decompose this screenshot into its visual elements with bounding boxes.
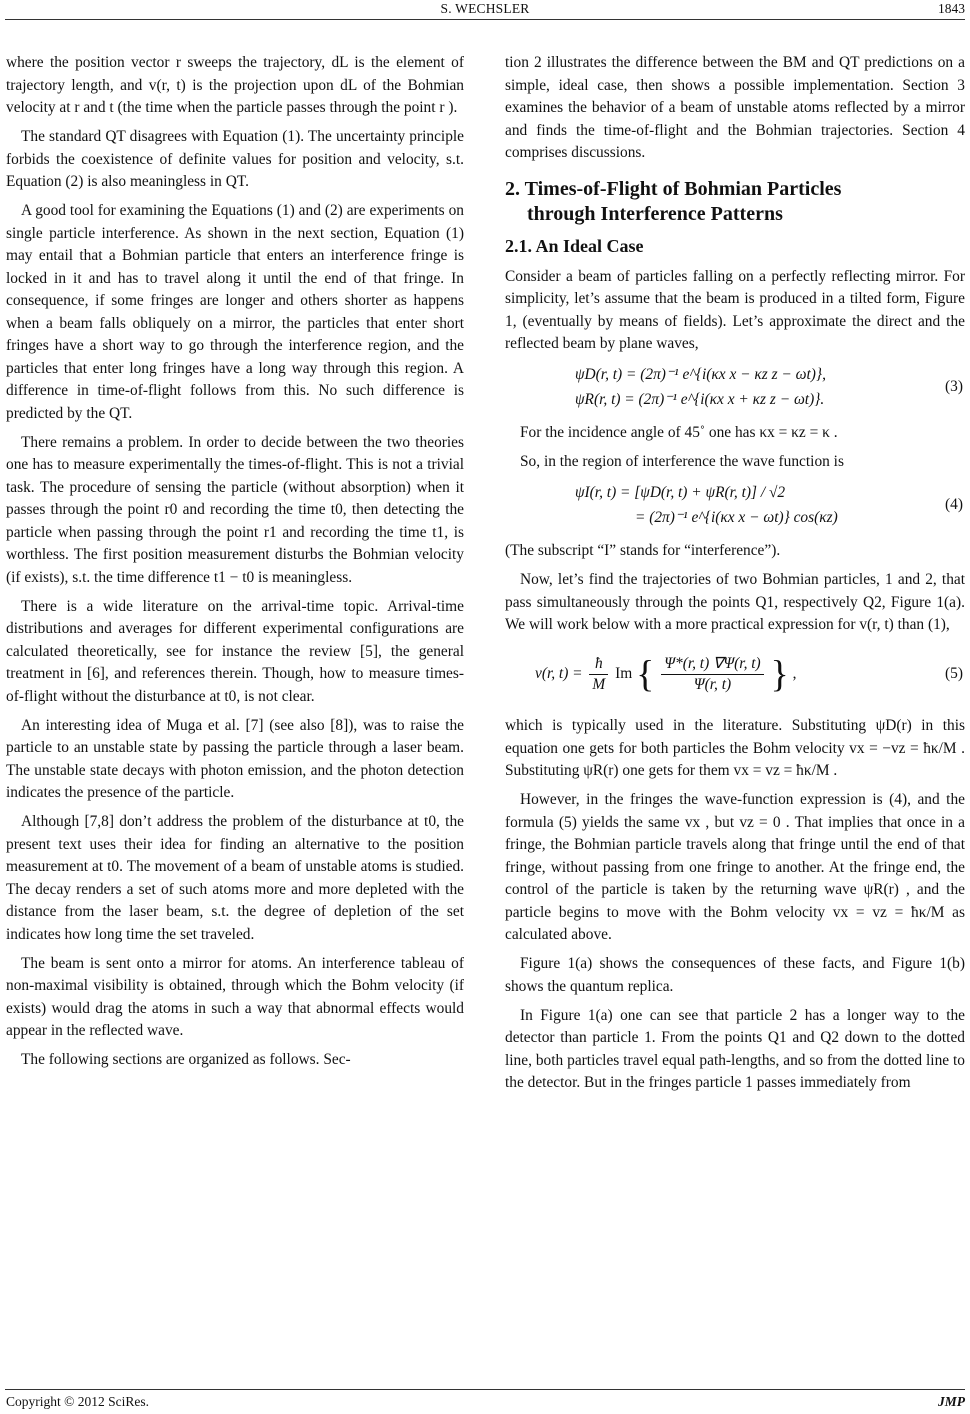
section-heading-line1: 2. Times-of-Flight of Bohmian Particles [505,177,842,200]
paragraph: Although [7,8] don’t address the problem of the disturbance at t0, the present text uses their idea for finding an alternative to the position measurement at t0. The movement of a beam of unstable atoms is studied. The decay renders a set of such atoms more and more depleted with the distance from the laser beam, s.t. the degree of depletion of the set indicates how long time the set traveled. [6,813,464,943]
page-number: 1843 [938,1,965,16]
paragraph: which is typically used in the literature. Substituting ψD(r) in this equation one gets for both particles the Bohm velocity vx = −vz = ħκ/M . Substituting ψR(r) one gets for them vx = vz = ħκ/M . [505,717,965,779]
equation-5-lhs: v(r, t) = [535,665,587,682]
equation-4 [505,480,965,530]
equation-5-denominator: Ψ(r, t) [693,675,732,693]
paragraph: A good tool for examining the Equations (1) and (2) are experiments on single particle interference. As shown in the next section, Equation (1) may entail that a Bohmian particle that enters an interference fringe is locked in it and has to travel along it until the end of that fringe. In consequence, if some fringes are longer and others shorter as happens when a beam falls obliquely on a mirror, the particles that enter short fringes have a short way to go through the interference region, and the particles that enter long fringes have a long way through this region. A difference in time-of-flight follows from this. No such difference is predicted by the QT. [6,202,464,422]
equation-5-numerator: Ψ*(r, t) ∇Ψ(r, t) [661,654,764,675]
header-rule [5,19,965,20]
paragraph: Consider a beam of particles falling on a perfectly reflecting mirror. For simplicity, let’s assume that the beam is produced in a tilted form, Figure 1, (eventually by means of fields). Let’s approximate the direct and the reflected beam by plane waves, [505,267,965,352]
paragraph: The beam is sent onto a mirror for atoms. An interference tableau of non-maximal visibility is obtained, through which the Bohm velocity (if exists) would drag the atoms in such a way that abnormal effects would appear in the reflected wave. [6,954,464,1039]
paragraph: In Figure 1(a) one can see that particle 2 has a longer way to the detector than particle 1. From the points Q1 and Q2 down to the dotted line, both particles travel equal path-lengths, and so from the dotted line to the detector. But in the fringes particle 1 passes immediately from [505,1006,965,1091]
equation-number: (5) [945,664,963,682]
equation-5-hbar-over-m [589,654,608,695]
section-heading-line2: through Interference Patterns [527,202,783,225]
equation-5-im: Im [615,665,633,682]
equation-4-row-2: = (2π)⁻¹ e^{i(κx x − ωt)} cos(κz) [635,509,838,526]
equation-number: (4) [945,495,963,513]
running-header-author: S. WECHSLER [440,1,530,16]
right-column [505,52,965,1101]
footer-rule [5,1389,965,1390]
copyright: Copyright © 2012 SciRes. [6,1394,150,1409]
equation-5-fraction [661,654,764,695]
paragraph: However, in the fringes the wave-function expression is (4), and the formula (5) yields the same vx , but vz = 0 . That implies that once in a fringe, the Bohmian particle travels along that fringe until the end of that fringe, without passing from one fringe to another. At the fringe end, the control of the particle is taken by the returning wave ψR(r) , and the particle begins to move with the Bohm velocity vx = vz = ħκ/M as calculated above. [505,791,965,943]
paragraph: The following sections are organized as follows. Sec- [21,1051,351,1068]
equation-3-row-2: ψR(r, t) = (2π)⁻¹ e^{i(κx x + κz z − ωt)}. [575,391,825,408]
left-brace: { [636,653,655,696]
paragraph: There remains a problem. In order to decide between the two theories one has to measure experimentally the times-of-flight. This is not a trivial task. The procedure of sensing the particle (without absorption) when it passes through the point r0 and recording the time t0, then detecting the particle when passing through the point r1 and recording the time t1, is worthless. The first position measurement disturbs the Bohmian velocity (if exists), s.t. the time difference t1 − t0 is meaningless. [6,433,464,586]
journal-abbrev: JMP [938,1394,965,1409]
equation-4-row-1: ψI(r, t) = [ψD(r, t) + ψR(r, t)] / √2 [575,484,786,501]
equation-3-row-1: ψD(r, t) = (2π)⁻¹ e^{i(κx x − κz z − ωt)}, [575,366,826,383]
paragraph: where the position vector r sweeps the trajectory, dL is the element of trajectory length, and v(r, t) is the projection upon dL of the Bohmian velocity at r and t (the time when the particle passes through the point r ). [6,54,464,116]
paragraph: The standard QT disagrees with Equation (1). The uncertainty principle forbids the coexistence of definite values for position and velocity, s.t. Equation (2) is also meaningless in QT. [6,128,464,190]
paragraph: So, in the region of interference the wave function is [520,453,844,470]
paragraph: For the incidence angle of 45˚ one has κx = κz = κ . [520,424,838,441]
subsection-heading: 2.1. An Ideal Case [505,235,644,256]
equation-5-comma: , [792,665,797,682]
equation-number: (3) [945,377,963,395]
left-column [6,52,464,1078]
paragraph: There is a wide literature on the arrival-time topic. Arrival-time distributions and averages for different experimental configurations are calculated theoretically, see for instance the review [5], the general treatment in [6], and references therein. Though, how to measure times-of-flight without the disturbance at t0, is not clear. [6,597,464,705]
paragraph: An interesting idea of Muga et al. [7] (see also [8]), was to raise the particle to an unstable state by passing the particle through a laser beam. The unstable state decays with photon emission, and the photon detection indicates the presence of the particle. [6,716,464,801]
equation-5-mass: M [592,675,606,693]
paragraph: Figure 1(a) shows the consequences of these facts, and Figure 1(b) shows the quantum replica. [505,955,965,995]
paragraph: Now, let’s find the trajectories of two Bohmian particles, 1 and 2, that pass simultaneously through the points Q1, respectively Q2, Figure 1(a). We will work below with a more practical expression for v(r, t) than (1), [505,571,965,633]
equation-3 [505,362,965,412]
paragraph: (The subscript “I” stands for “interference”). [505,542,781,559]
right-brace: } [770,653,789,696]
equation-5-hbar: ħ [589,654,608,675]
equation-5 [505,643,965,705]
paragraph: tion 2 illustrates the difference between the BM and QT predictions on a simple, ideal case, then shows a possible implementation. Section 3 examines the behavior of a beam of unstable atoms reflected by a mirror and finds the time-of-flight and the Bohmian trajectories. Section 4 comprises discussions. [505,54,965,161]
section-heading [505,177,965,227]
